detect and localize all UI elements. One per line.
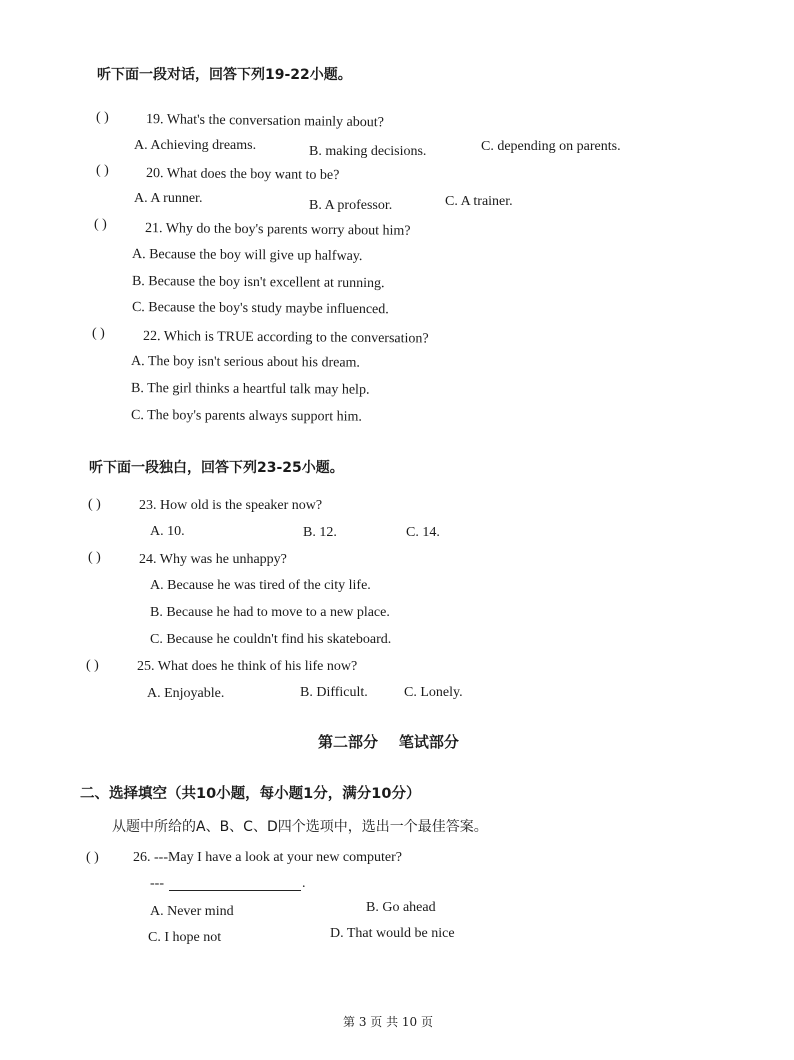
question-22-option-c: C. The boy's parents always support him. (130, 408, 362, 425)
answer-bracket-25[interactable]: ( ) (86, 658, 99, 673)
part-two-instruction: 从题中所给的A、B、C、D四个选项中，选出一个最佳答案。 (112, 819, 488, 835)
question-20-option-b: B. A professor. (309, 198, 393, 213)
question-25-option-b: B. Difficult. (300, 685, 368, 700)
question-21-option-c: C. Because the boy's study maybe influenced. (131, 300, 389, 318)
question-26-answer-suffix: . (302, 876, 306, 891)
question-26-option-d: D. That would be nice (330, 926, 455, 941)
question-20-option-c: C. A trainer. (445, 194, 513, 209)
answer-bracket-23[interactable]: ( ) (88, 497, 101, 512)
answer-bracket-19[interactable]: ( ) (96, 110, 109, 125)
answer-bracket-22[interactable]: ( ) (92, 326, 105, 341)
question-23-option-a: A. 10. (150, 524, 185, 539)
question-22-option-a: A. The boy isn't serious about his dream. (130, 354, 361, 371)
question-22-option-b: B. The girl thinks a heartful talk may help. (130, 381, 370, 398)
question-25-option-c: C. Lonely. (404, 685, 463, 700)
question-23-stem: 23. How old is the speaker now? (139, 498, 323, 513)
question-23-option-b: B. 12. (303, 525, 337, 540)
question-21-option-b: B. Because the boy isn't excellent at running. (131, 274, 385, 292)
question-19-option-a: A. Achieving dreams. (134, 138, 257, 153)
answer-bracket-24[interactable]: ( ) (88, 550, 101, 565)
question-19-option-c: C. depending on parents. (481, 139, 621, 154)
question-24-option-b: B. Because he had to move to a new place. (150, 605, 390, 620)
question-25-option-a: A. Enjoyable. (147, 686, 225, 701)
answer-bracket-26[interactable]: ( ) (86, 850, 99, 865)
question-26-stem: 26. ---May I have a look at your new computer? (133, 850, 403, 865)
question-25-stem: 25. What does he think of his life now? (137, 659, 358, 674)
section-heading-monologue: 听下面一段独白，回答下列23-25小题。 (89, 460, 344, 476)
question-26-option-c: C. I hope not (148, 930, 222, 945)
question-26-option-a: A. Never mind (150, 904, 234, 919)
question-21-stem: 21. Why do the boy's parents worry about him? (144, 221, 411, 239)
question-22-stem: 22. Which is TRUE according to the conversation? (142, 329, 429, 347)
question-26-option-b: B. Go ahead (366, 900, 436, 915)
question-24-option-a: A. Because he was tired of the city life. (150, 578, 371, 593)
page-number-footer: 第 3 页 共 10 页 (343, 1015, 433, 1029)
part-two-title: 第二部分 笔试部分 (318, 733, 459, 751)
question-20-option-a: A. A runner. (134, 191, 203, 206)
answer-bracket-20[interactable]: ( ) (96, 163, 109, 178)
question-19-option-b: B. making decisions. (309, 144, 427, 159)
question-24-stem: 24. Why was he unhappy? (139, 552, 287, 567)
question-26-answer-blank[interactable] (169, 890, 301, 891)
question-23-option-c: C. 14. (406, 525, 440, 540)
question-24-option-c: C. Because he couldn't find his skateboard. (150, 632, 392, 647)
question-20-stem: 20. What does the boy want to be? (145, 166, 340, 184)
answer-bracket-21[interactable]: ( ) (94, 217, 107, 232)
question-21-option-a: A. Because the boy will give up halfway. (131, 247, 363, 265)
question-19-stem: 19. What's the conversation mainly about? (145, 112, 384, 131)
section-heading-dialogue: 听下面一段对话，回答下列19-22小题。 (97, 67, 352, 83)
part-two-section-heading: 二、选择填空（共10小题，每小题1分，满分10分） (80, 786, 421, 802)
question-26-answer-prefix: --- (150, 876, 164, 891)
